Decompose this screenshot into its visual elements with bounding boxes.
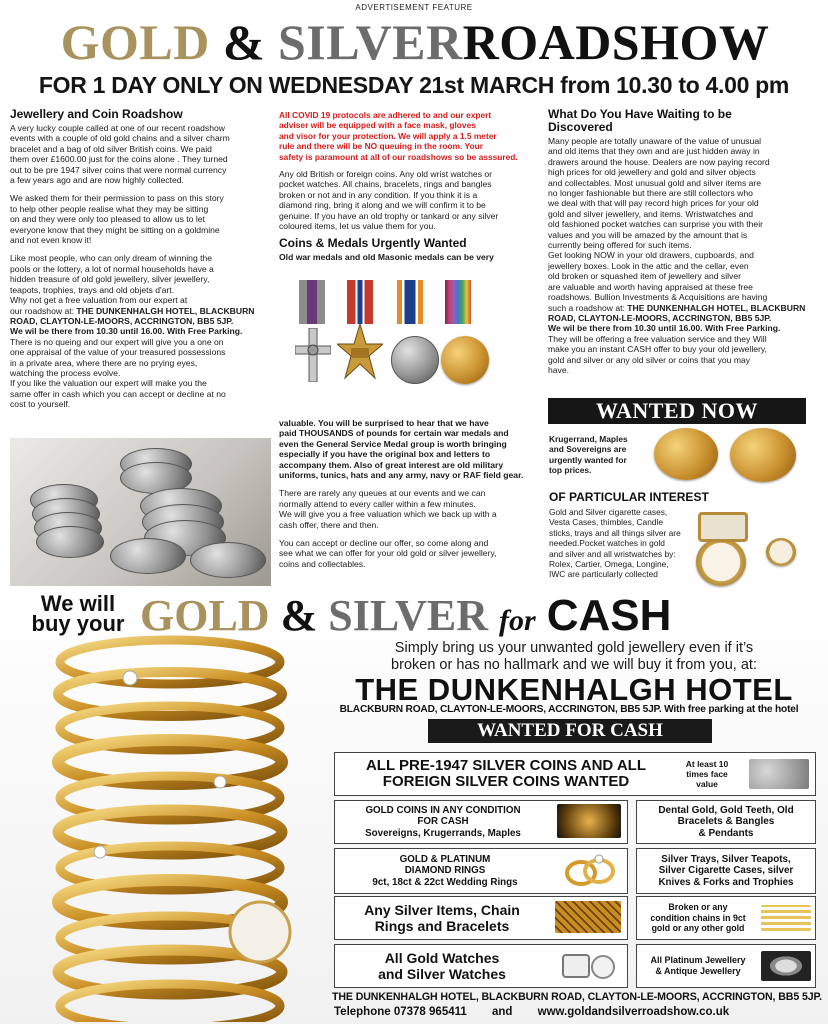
watch-thumb-icon	[557, 949, 619, 983]
col2-paragraph-2: valuable. You will be surprised to hear that we have paid THOUSANDS of pounds for certain war medals and even the General Service Medal group is worth bringing especially if you have the original box and letters to accompany them. Also of great interest are old military uniforms, tunics, hats and any army, navy or RAF field gear.	[279, 418, 524, 481]
silver-trays-text: Silver Trays, Silver Teapots, Silver Cigarette Cases, silver Knives & Forks and Trophies	[658, 853, 794, 888]
bottom-title-gold: GOLD	[140, 591, 270, 640]
heading-jewellery-coin: Jewellery and Coin Roadshow	[10, 107, 183, 121]
col1-times: We wil be there from 10.30 until 16.00. With Free Parking.	[10, 326, 243, 337]
heading-discovered: What Do You Have Waiting to be Discovered	[548, 107, 732, 134]
silver-coins-thumb-icon	[749, 759, 809, 789]
footer-phone: Telephone 07378 965411	[334, 1006, 467, 1018]
title-amp: &	[222, 14, 265, 70]
platinum-thumb-icon	[761, 951, 811, 981]
footer-website-link[interactable]: www.goldandsilverroadshow.co.uk	[537, 1006, 730, 1018]
col1-p3a: Like most people, who can only dream of winning the pools or the lottery, a lot of normal households have a hidden treasure of old gold jewellery, silver jewellery, teapots, trophies, trays and old objets d'art. Why not get a free valuation from our expert at our roadshow at:	[10, 253, 214, 316]
hotel-address: BLACKBURN ROAD, CLAYTON-LE-MOORS, ACCRINGTON, BB5 5JP. With free parking at the hotel	[339, 704, 799, 715]
bottom-title-silver: SILVER	[328, 591, 489, 640]
we-will-buy-your	[18, 591, 138, 636]
krugerrand-coin-icon	[654, 428, 718, 480]
watches-text: All Gold Watches and Silver Watches	[378, 950, 506, 982]
silver-trays-box	[636, 848, 816, 894]
hotel-name: THE DUNKENHALGH HOTEL	[355, 672, 793, 707]
col2-paragraph-3: There are rarely any queues at our events and we can normally attend to every caller within a few minutes. We will give you a free valuation which we back up with a cash offer, there and then.	[279, 488, 497, 530]
footer-and: and	[491, 1006, 513, 1018]
war-medals-photo	[285, 278, 505, 414]
event-date-subhead: FOR 1 DAY ONLY ON WEDNESDAY 21st MARCH from 10.30 to 4.00 pm	[38, 72, 790, 98]
col2-paragraph-1: Any old British or foreign coins. Any old wrist watches or pocket watches. All chains, bracelets, rings and bangles broken or not and in any condition. If you think it is a diamond ring, bring it along and we will confirm it to be genuine. If you have an old trophy or tankard or any silver coloured items, let us value them for you.	[279, 169, 499, 232]
title-roadshow: ROADSHOW	[462, 14, 770, 70]
wanted-now-banner: WANTED NOW	[548, 398, 806, 424]
star-medal-icon	[337, 324, 383, 388]
footer-contact	[326, 1006, 828, 1018]
medals-subheading: Old war medals and old Masonic medals can be very	[279, 252, 494, 263]
pocket-watch-icon	[766, 538, 796, 566]
diamond-rings-text: GOLD & PLATINUM DIAMOND RINGS 9ct, 18ct & 22ct Wedding Rings	[372, 853, 518, 888]
particular-interest-text: Gold and Silver cigarette cases, Vesta Cases, thimbles, Candle sticks, trays and all things silver are needed.Pocket watches in gold and silver and all wristwatches by: Rolex, Cartier, Omega, Longine, IWC are particularly collected	[549, 507, 681, 580]
wanted-for-cash-banner: WANTED FOR CASH	[428, 719, 712, 743]
silver-medal-icon	[391, 336, 439, 384]
ribbon-icon	[347, 280, 373, 324]
col3-paragraph-1	[548, 136, 818, 375]
bottom-title-for: for	[499, 604, 536, 637]
col3-times: We wil be there from 10.30 until 16.00. With Free Parking.	[548, 323, 781, 334]
col1-paragraph-1: A very lucky couple called at one of our recent roadshow events with a couple of old gold chains and a silver charm bracelet and a bag of old silver British coins. We paid them over £1600.00 just for the coins alone . They turned out to be pre 1947 silver coins that were normal currency a few years ago and are now highly collected.	[10, 123, 230, 186]
face-value-note: At least 10 times face value	[685, 759, 729, 789]
wristwatch-icon	[698, 512, 748, 542]
gold-coins-thumb-icon	[557, 804, 621, 838]
col1-paragraph-2: We asked them for their permission to pass on this story to help other people realise what they may be sitting on and they were only too pleased to allow us to let everyone know that they might be sitting on a goldmine and not even know it!	[10, 193, 224, 246]
krugerrand-text: Krugerrand, Maples and Sovereigns are urgently wanted for top prices.	[549, 434, 628, 476]
silver-items-box	[334, 896, 628, 940]
sovereign-coin-icon	[730, 428, 796, 482]
pocket-watches-photo	[694, 510, 814, 586]
watches-box	[334, 944, 628, 988]
column-discovered	[548, 108, 818, 375]
gold-chain-thumb-icon	[555, 901, 621, 933]
platinum-jewellery-box	[636, 944, 816, 988]
coin-icon	[190, 542, 266, 578]
simply-bring-text: Simply bring us your unwanted gold jewellery even if it’s broken or has no hallmark and we will buy it from you, at:	[391, 640, 757, 673]
col3-p1: Many people are totally unaware of the value of unusual and old items that they own and are just hidden away in drawers around the house. Dealers are now paying record high prices for old jewellery and gold and silver objects and collectables. Most unusual gold and silver items are no longer fashionable but there are still collectors who we deal with that will pay record high prices for your old gold and silver jewellery, and items. Wristwatches and old fashioned pocket watches can surprise you with their values and you will be amazed by the amount that is currently being offered for such items. Get looking NOW in your old drawers, cupboards, and jewellery boxes. Look in the attic and the cellar, even old broken or squashed item of jewellery and silver are valuable and worth having appraised at these free roadshows. Bullion Investments & Acquisitions are having such a roadshow at:	[548, 136, 770, 313]
column-coins-medals-continued	[279, 418, 541, 577]
gold-rings-photo	[30, 632, 330, 1022]
broken-chains-text: Broken or any condition chains in 9ct gold or any other gold	[650, 902, 746, 934]
pocket-watch-icon	[696, 538, 746, 586]
ribbon-icon	[445, 280, 471, 324]
silver-coins-photo	[10, 438, 271, 586]
col2-paragraph-4: You can accept or decline our offer, so come along and see what we can offer for your old gold or silver jewellery, coins and collectables.	[279, 538, 497, 569]
col3-venue: THE DUNKENHALGH HOTEL, BLACKBURN ROAD, CLAYTON-LE-MOORS, ACCRINGTON, BB5 5JP.	[548, 302, 806, 323]
broken-chains-box	[636, 896, 816, 940]
footer-address: THE DUNKENHALGH HOTEL, BLACKBURN ROAD, CLAYTON-LE-MOORS, ACCRINGTON, BB5 5JP.	[331, 991, 823, 1003]
we-will-text: We will	[40, 591, 116, 616]
dental-gold-text: Dental Gold, Gold Teeth, Old Bracelets & Bangles & Pendants	[658, 804, 794, 839]
diamond-rings-box	[334, 848, 628, 894]
gold-coins-text: GOLD COINS IN ANY CONDITION FOR CASH Sovereigns, Krugerrands, Maples	[365, 804, 521, 839]
title-gold: GOLD	[60, 14, 210, 70]
covid-notice: All COVID 19 protocols are adhered to and our expert adviser will be equipped with a face mask, gloves and visor for your protection. We will apply a 1.5 meter rule and there will be NO queuing in the room. Your safety is paramount at all of our roadshows so be asssured.	[279, 110, 518, 162]
platinum-jewellery-text: All Platinum Jewellery & Antique Jewellery	[650, 955, 746, 976]
ribbon-icon	[299, 280, 325, 324]
col1-p3b: There is no queing and our expert will give you a one on one appraisal of the value of your treasured possessions in a private area, where there are no prying eyes, watching the process evolve. If you like the valuation our expert will make you the same offer in cash which you can accept or decline at no cost to yourself.	[10, 336, 226, 410]
coin-icon	[36, 526, 104, 558]
title-silver: SILVER	[278, 14, 463, 70]
gold-coins-box	[334, 800, 628, 844]
coin-icon	[110, 538, 186, 574]
bottom-title-cash: CASH	[546, 591, 672, 640]
col3-p2: They will be offering a free valuation service and they Will make you an instant CASH offer to buy your old jewellery, gold and silver or any old silver or coins that you may have.	[548, 333, 767, 375]
wedding-rings-thumb-icon	[559, 853, 621, 887]
cross-medal-icon	[295, 328, 331, 382]
ring-stack-icon	[58, 640, 282, 1022]
chains-thumb-icon	[761, 905, 811, 931]
pre1947-coins-box	[334, 752, 816, 796]
column-coins-medals	[279, 110, 539, 263]
silver-items-text: Any Silver Items, Chain Rings and Bracelets	[364, 902, 520, 934]
pre1947-text: ALL PRE-1947 SILVER COINS AND ALL FOREIGN SILVER COINS WANTED	[365, 757, 647, 790]
advertisement-feature-label: ADVERTISEMENT FEATURE	[355, 3, 473, 12]
bottom-title-amp: &	[280, 591, 318, 640]
col1-paragraph-3	[10, 253, 272, 409]
gold-medal-icon	[441, 336, 489, 384]
col1-venue: THE DUNKENHALGH HOTEL, BLACKBURN ROAD, CLAYTON-LE-MOORS, ACCRINGTON, BB5 5JP.	[10, 305, 255, 326]
buy-your-text: buy your	[31, 611, 125, 636]
column-jewellery-coin	[10, 108, 272, 410]
heading-coins-medals: Coins & Medals Urgently Wanted	[279, 236, 467, 251]
page-title	[10, 14, 820, 70]
particular-interest-heading: OF PARTICULAR INTEREST	[549, 490, 709, 504]
dental-gold-box	[636, 800, 816, 844]
ribbon-icon	[397, 280, 423, 324]
